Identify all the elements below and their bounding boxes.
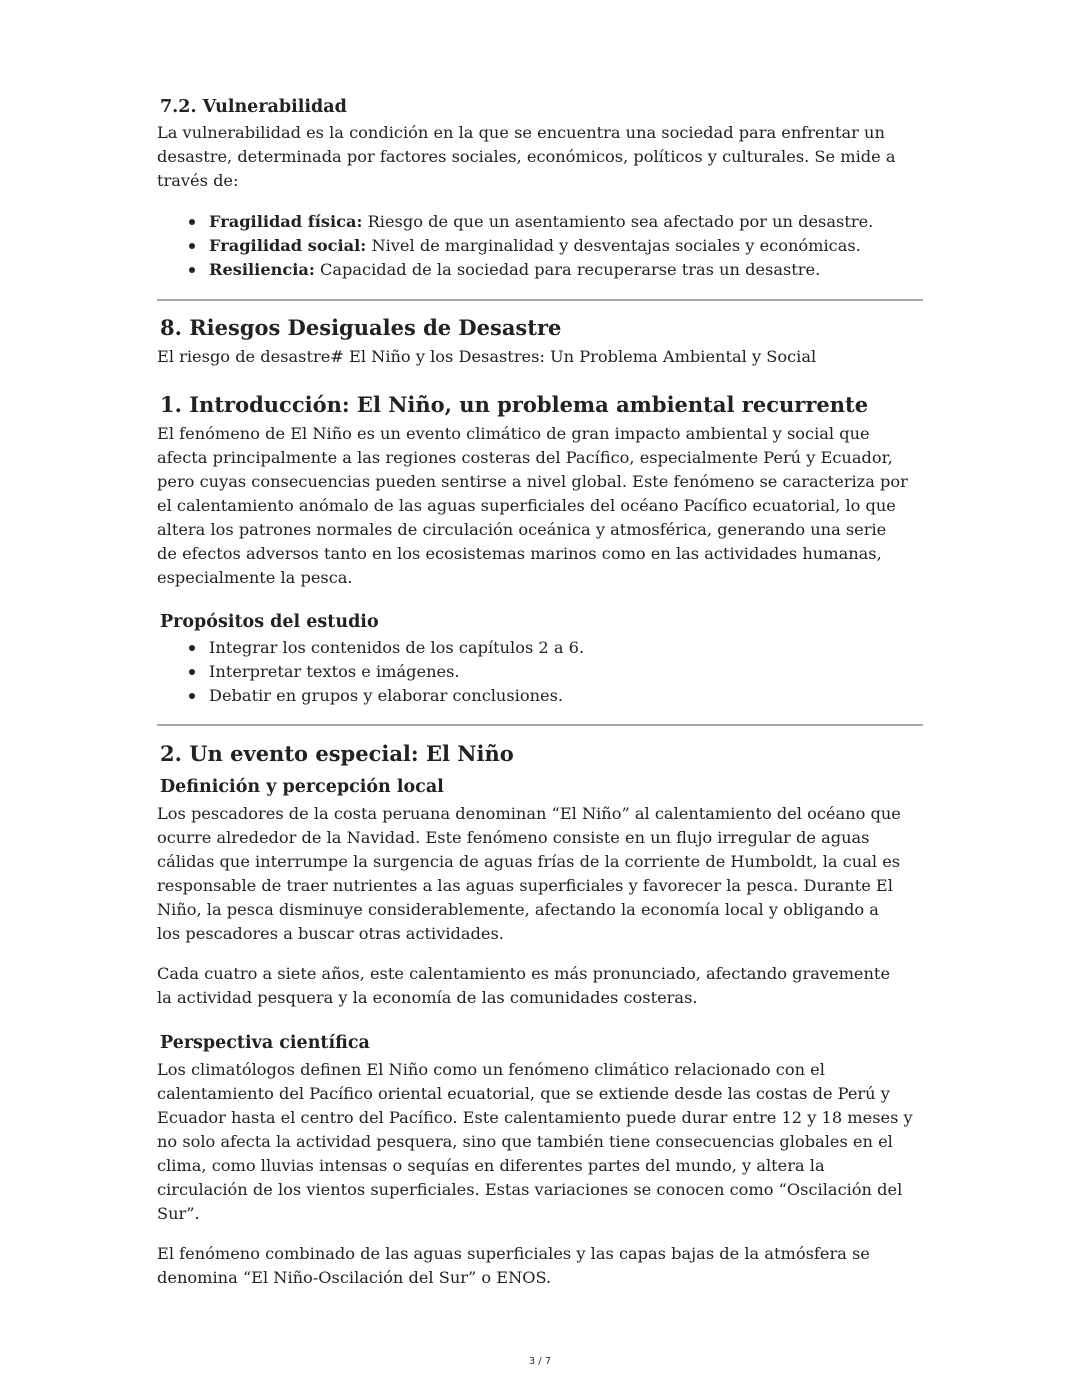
text-line: afecta principalmente a las regiones costeras del Pacífico, especialmente Perú y Ecuador, bbox=[157, 448, 893, 467]
text-line: Niño, la pesca disminuye considerablemente, afectando la economía local y obligando a bbox=[157, 900, 879, 919]
paragraph bbox=[157, 1058, 913, 1226]
list-item: Fragilidad social: Nivel de marginalidad y desventajas sociales y económicas. bbox=[189, 234, 873, 258]
text-line: Ecuador hasta el centro del Pacífico. Este calentamiento puede durar entre 12 y 18 meses y bbox=[157, 1108, 913, 1127]
divider bbox=[157, 724, 923, 726]
text-line: ocurre alrededor de la Navidad. Este fenómeno consiste en un flujo irregular de aguas bbox=[157, 828, 870, 847]
text-line: través de: bbox=[157, 171, 239, 190]
text-line: la actividad pesquera y la economía de las comunidades costeras. bbox=[157, 988, 698, 1007]
text-line: el calentamiento anómalo de las aguas superficiales del océano Pacífico ecuatorial, lo que bbox=[157, 496, 896, 515]
text-line: no solo afecta la actividad pesquera, sino que también tiene consecuencias globales en el bbox=[157, 1132, 893, 1151]
paragraph bbox=[157, 1242, 870, 1290]
text-line: calentamiento del Pacífico oriental ecuatorial, que se extiende desde las costas de Perú y bbox=[157, 1084, 890, 1103]
text-line: los pescadores a buscar otras actividades. bbox=[157, 924, 504, 943]
list-item: Debatir en grupos y elaborar conclusiones. bbox=[189, 684, 584, 708]
bullet-list bbox=[189, 636, 584, 708]
text-line: pero cuyas consecuencias pueden sentirse a nivel global. Este fenómeno se caracteriza por bbox=[157, 472, 908, 491]
text-line: Cada cuatro a siete años, este calentamiento es más pronunciado, afectando gravemente bbox=[157, 964, 891, 983]
text-line: responsable de traer nutrientes a las aguas superficiales y favorecer la pesca. Durante El bbox=[157, 876, 893, 895]
text-line: especialmente la pesca. bbox=[157, 568, 353, 587]
text-line: clima, como lluvias intensas o sequías en diferentes partes del mundo, y altera la bbox=[157, 1156, 825, 1175]
text-line: de efectos adversos tanto en los ecosistemas marinos como en las actividades humanas, bbox=[157, 544, 882, 563]
text-line: El fenómeno de El Niño es un evento climático de gran impacto ambiental y social que bbox=[157, 424, 870, 443]
text-line: Sur”. bbox=[157, 1204, 200, 1223]
page-number: 3 / 7 bbox=[528, 1356, 552, 1367]
list-item: Fragilidad física: Riesgo de que un asentamiento sea afectado por un desastre. bbox=[189, 210, 873, 234]
paragraph bbox=[157, 962, 890, 1010]
divider bbox=[157, 299, 923, 301]
subheading-definicion: Definición y percepción local bbox=[160, 777, 444, 797]
text-line: El fenómeno combinado de las aguas superficiales y las capas bajas de la atmósfera se bbox=[157, 1244, 870, 1263]
section-heading-vulnerabilidad: 7.2. Vulnerabilidad bbox=[160, 97, 347, 117]
text-line: La vulnerabilidad es la condición en la que se encuentra una sociedad para enfrentar un bbox=[157, 123, 885, 142]
text-line: denomina “El Niño-Oscilación del Sur” o ENOS. bbox=[157, 1268, 552, 1287]
subheading-propositos: Propósitos del estudio bbox=[160, 612, 379, 632]
paragraph bbox=[157, 422, 908, 590]
text-line: desastre, determinada por factores sociales, económicos, políticos y culturales. Se mide a bbox=[157, 147, 896, 166]
text-line: altera los patrones normales de circulación oceánica y atmosférica, generando una serie bbox=[157, 520, 887, 539]
bullet-list bbox=[189, 210, 873, 282]
section-heading-introduccion: 1. Introducción: El Niño, un problema ambiental recurrente bbox=[160, 392, 869, 417]
text-line: Los pescadores de la costa peruana denominan “El Niño” al calentamiento del océano que bbox=[157, 804, 901, 823]
list-item: Resiliencia: Capacidad de la sociedad para recuperarse tras un desastre. bbox=[189, 258, 873, 282]
list-item: Integrar los contenidos de los capítulos 2 a 6. bbox=[189, 636, 584, 660]
paragraph bbox=[157, 121, 896, 193]
paragraph bbox=[157, 802, 901, 946]
paragraph: El riesgo de desastre# El Niño y los Desastres: Un Problema Ambiental y Social bbox=[157, 347, 817, 366]
text-line: cálidas que interrumpe la surgencia de aguas frías de la corriente de Humboldt, la cual es bbox=[157, 852, 901, 871]
subheading-perspectiva: Perspectiva científica bbox=[160, 1033, 370, 1053]
text-line: circulación de los vientos superficiales. Estas variaciones se conocen como “Oscilación del bbox=[157, 1180, 903, 1199]
section-heading-riesgos: 8. Riesgos Desiguales de Desastre bbox=[160, 315, 562, 340]
text-line: Los climatólogos definen El Niño como un fenómeno climático relacionado con el bbox=[157, 1060, 825, 1079]
list-item: Interpretar textos e imágenes. bbox=[189, 660, 584, 684]
section-heading-evento-especial: 2. Un evento especial: El Niño bbox=[160, 741, 514, 766]
